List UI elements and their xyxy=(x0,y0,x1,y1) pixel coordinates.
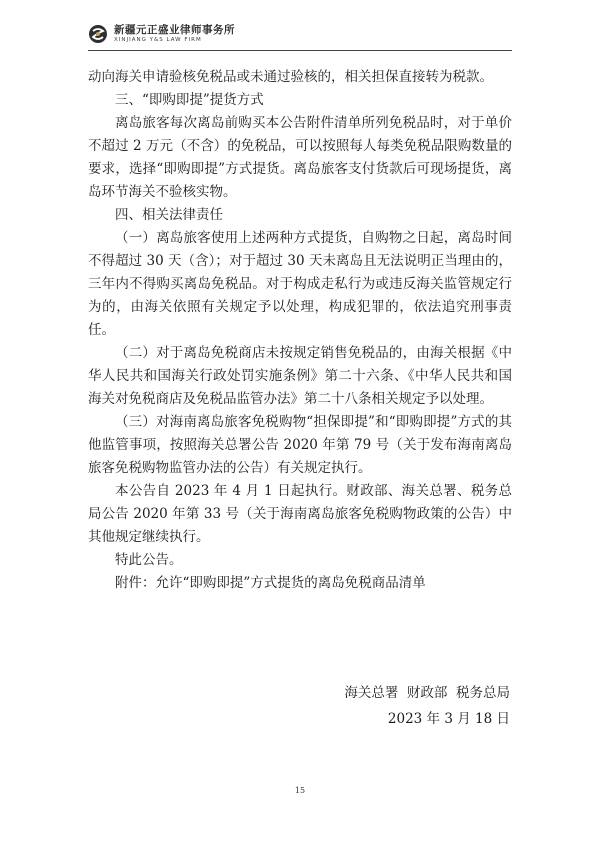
paragraph-liability-1: （一）离岛旅客使用上述两种方式提货，自购物之日起，离岛时间不得超过 30 天（含）；对于超过 30 天未离岛且无法说明正当理由的，三年内不得购买离岛免税品。对于构成走私行为或违反海关监管规定行为的，由海关依照有关规定予以处理，构成犯罪的，依法追究刑事责任。 xyxy=(88,230,512,338)
paragraph-closing: 特此公告。 xyxy=(115,552,183,568)
page-number: 15 xyxy=(294,786,306,795)
section-heading-3: 三、“即购即提”提货方式 xyxy=(115,92,264,108)
paragraph-attachment: 附件：允许“即购即提”方式提货的离岛免税商品清单 xyxy=(115,575,426,591)
signature-block xyxy=(344,680,510,732)
paragraph-pickup-method: 离岛旅客每次离岛前购买本公告附件清单所列免税品时，对于单价不超过 2 万元（不含）的免税品，可以按照每人每类免税品限购数量的要求，选择“即购即提”方式提货。离岛旅客支付货款后可现场提货，离岛环节海关不验核实物。 xyxy=(88,115,512,200)
paragraph-liability-2: （二）对于离岛免税商店未按规定销售免税品的，由海关根据《中华人民共和国海关行政处罚实施条例》第二十六条、《中华人民共和国海关对免税商店及免税品监管办法》第二十八条相关规定予以处理。 xyxy=(88,345,512,407)
firm-name-cn: 新疆元正盛业律师事务所 xyxy=(114,24,235,36)
paragraph-liability-3: （三）对海南离岛旅客免税购物“担保即提”和“即购即提”方式的其他监管事项，按照海关总署公告 2020 年第 79 号（关于发布海南离岛旅客免税购物监管办法的公告）有关规定执行。 xyxy=(88,414,512,476)
document-body xyxy=(88,66,512,595)
section-heading-4: 四、相关法律责任 xyxy=(115,207,223,223)
firm-name-en: XINJIANG Y&S LAW FIRM xyxy=(114,36,202,43)
issuing-agencies: 海关总署 财政部 税务总局 xyxy=(344,685,510,701)
header-divider xyxy=(88,50,512,51)
paragraph-effective-date: 本公告自 2023 年 4 月 1 日起执行。财政部、海关总署、税务总局公告 2020 年第 33 号（关于海南离岛旅客免税购物政策的公告）中其他规定继续执行。 xyxy=(88,483,512,545)
paragraph-continued: 动向海关申请验核免税品或未通过验核的，相关担保直接转为税款。 xyxy=(88,69,493,85)
issue-date: 2023 年 3 月 18 日 xyxy=(387,711,510,727)
firm-logo-icon xyxy=(88,24,108,44)
page-header xyxy=(88,20,235,48)
